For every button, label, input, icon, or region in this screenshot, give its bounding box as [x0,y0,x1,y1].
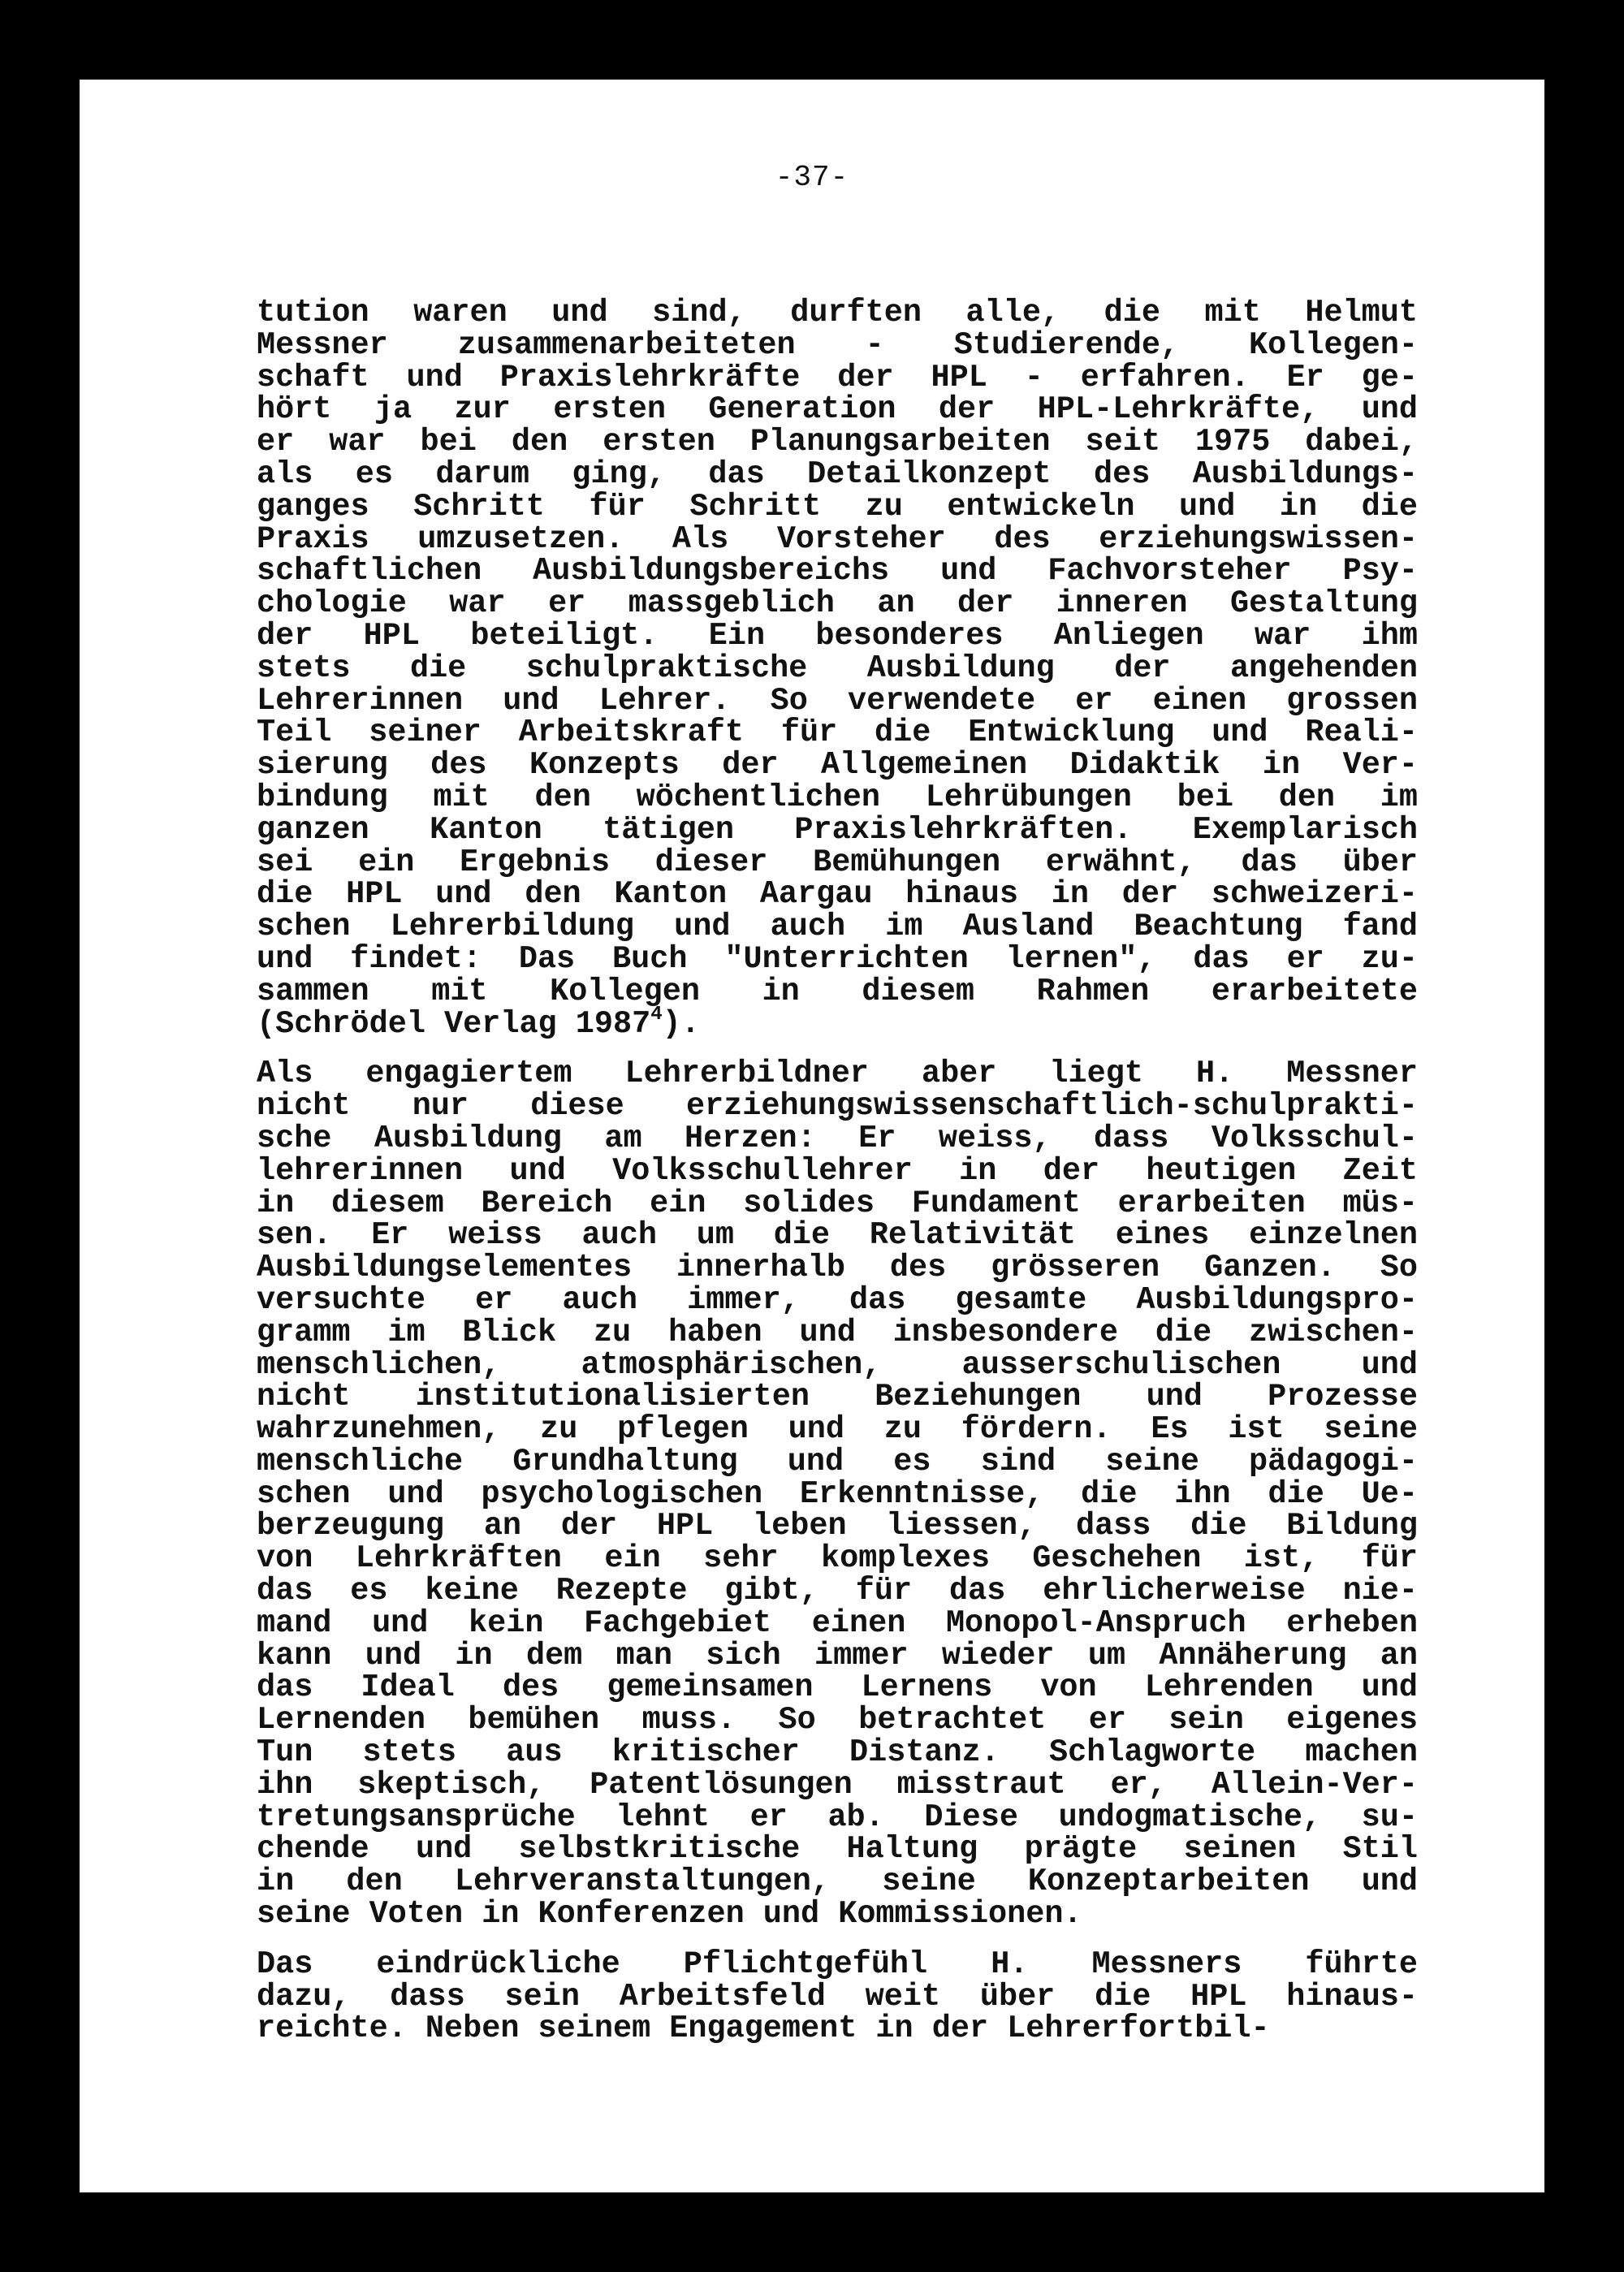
text-line: sei ein Ergebnis dieser Bemühungen erwähnt, das über [257,844,1418,880]
text-line: sierung des Konzepts der Allgemeinen Didaktik in Ver- [257,747,1418,784]
text-line: die HPL und den Kanton Aargau hinaus in der schweizeri- [257,876,1418,913]
text-line: Tun stets aus kritischer Distanz. Schlagworte machen [257,1734,1418,1771]
footnote-mark: 4 [650,1003,663,1026]
text-line: von Lehrkräften ein sehr komplexes Geschehen ist, für [257,1540,1418,1577]
text-line: sche Ausbildung am Herzen: Er weiss, dass Volksschul- [257,1120,1418,1156]
text-line: und findet: Das Buch "Unterrichten lernen", das er zu- [257,940,1418,977]
document-page [80,80,1544,2192]
text-line: schen Lehrerbildung und auch im Ausland Beachtung fand [257,909,1418,945]
text-line: Ausbildungselementes innerhalb des grösseren Ganzen. So [257,1250,1418,1286]
text-line: Das eindrückliche Pflichtgefühl H. Messners führte [257,1946,1418,1982]
text-line: nicht nur diese erziehungswissenschaftlich-schulprakti- [257,1088,1418,1125]
body-text [257,297,1418,2045]
text-line: er war bei den ersten Planungsarbeiten seit 1975 dabei, [257,424,1418,460]
text-line: Lernenden bemühen muss. So betrachtet er sein eigenes [257,1702,1418,1739]
text-line: kann und in dem man sich immer wieder um Annäherung an [257,1637,1418,1674]
text-line: sen. Er weiss auch um die Relativität eines einzelnen [257,1217,1418,1254]
text-line: nicht institutionalisierten Beziehungen und Prozesse [257,1379,1418,1415]
paragraph-3 [257,1946,1418,2047]
text-line: ganzen Kanton tätigen Praxislehrkräften. Exemplarisch [257,811,1418,848]
text-line: tution waren und sind, durften alle, die mit Helmut [257,295,1418,330]
citation-text: (Schrödel Verlag 1987 [257,1005,651,1042]
text-line: lehrerinnen und Volksschullehrer in der heutigen Zeit [257,1152,1418,1189]
text-line: stets die schulpraktische Ausbildung der angehenden [257,650,1418,686]
text-line: das es keine Rezepte gibt, für das ehrlicherweise nie- [257,1573,1418,1609]
text-line: reichte. Neben seinem Engagement in der Lehrerfortbil- [257,2011,1270,2047]
text-line: das Ideal des gemeinsamen Lernens von Lehrenden und [257,1669,1418,1706]
page-number: -37- [775,161,849,194]
paragraph-2 [257,1058,1418,1931]
citation-close: ). [662,1005,700,1042]
text-line: Praxis umzusetzen. Als Vorsteher des erziehungswissen- [257,520,1418,557]
text-line: schen und psychologischen Erkenntnisse, die ihn die Ue- [257,1475,1418,1512]
text-line: mand und kein Fachgebiet einen Monopol-Anspruch erheben [257,1605,1418,1641]
text-line: menschliche Grundhaltung und es sind seine pädagogi- [257,1443,1418,1479]
text-line: tretungsansprüche lehnt er ab. Diese undogmatische, su- [257,1799,1418,1835]
text-line: berzeugung an der HPL leben liessen, dass die Bildung [257,1508,1418,1544]
text-line: bindung mit den wöchentlichen Lehrübungen bei den im [257,779,1418,815]
text-line: schaftlichen Ausbildungsbereichs und Fachvorsteher Psy- [257,553,1418,590]
text-line: Teil seiner Arbeitskraft für die Entwicklung und Reali- [257,715,1418,751]
text-line: schaft und Praxislehrkräfte der HPL - erfahren. Er ge- [257,359,1418,395]
text-line: menschlichen, atmosphärischen, ausserschulischen und [257,1346,1418,1383]
text-line: Als engagiertem Lehrerbildner aber liegt H. Messner [257,1056,1418,1092]
text-line: chende und selbstkritische Haltung prägte seinen Stil [257,1831,1418,1868]
text-line: hört ja zur ersten Generation der HPL-Lehrkräfte, und [257,391,1418,428]
text-line: Messner zusammenarbeiteten - Studierende, Kollegen- [257,326,1418,363]
text-line: in den Lehrveranstaltungen, seine Konzeptarbeiten und [257,1864,1418,1900]
text-line: als es darum ging, das Detailkonzept des Ausbildungs- [257,456,1418,492]
text-line: wahrzunehmen, zu pflegen und zu fördern. Es ist seine [257,1411,1418,1448]
text-line: sammen mit Kollegen in diesem Rahmen erarbeitete [257,973,1418,1009]
text-line: ihn skeptisch, Patentlösungen misstraut er, Allein-Ver- [257,1766,1418,1803]
text-line: in diesem Bereich ein solides Fundament erarbeiten müs- [257,1185,1418,1221]
text-line: dazu, dass sein Arbeitsfeld weit über die HPL hinaus- [257,1978,1418,2015]
text-line: versuchte er auch immer, das gesamte Ausbildungspro- [257,1281,1418,1318]
paragraph-1 [257,297,1418,1040]
text-line: seine Voten in Konferenzen und Kommissionen. [257,1896,1082,1933]
text-line: chologie war er massgeblich an der inneren Gestaltung [257,585,1418,622]
text-line-with-footnote [257,1003,1418,1042]
text-line: gramm im Blick zu haben und insbesondere die zwischen- [257,1314,1418,1350]
text-line: Lehrerinnen und Lehrer. So verwendete er einen grossen [257,682,1418,719]
text-line: ganges Schritt für Schritt zu entwickeln und in die [257,488,1418,525]
text-line: der HPL beteiligt. Ein besonderes Anliegen war ihm [257,617,1418,654]
